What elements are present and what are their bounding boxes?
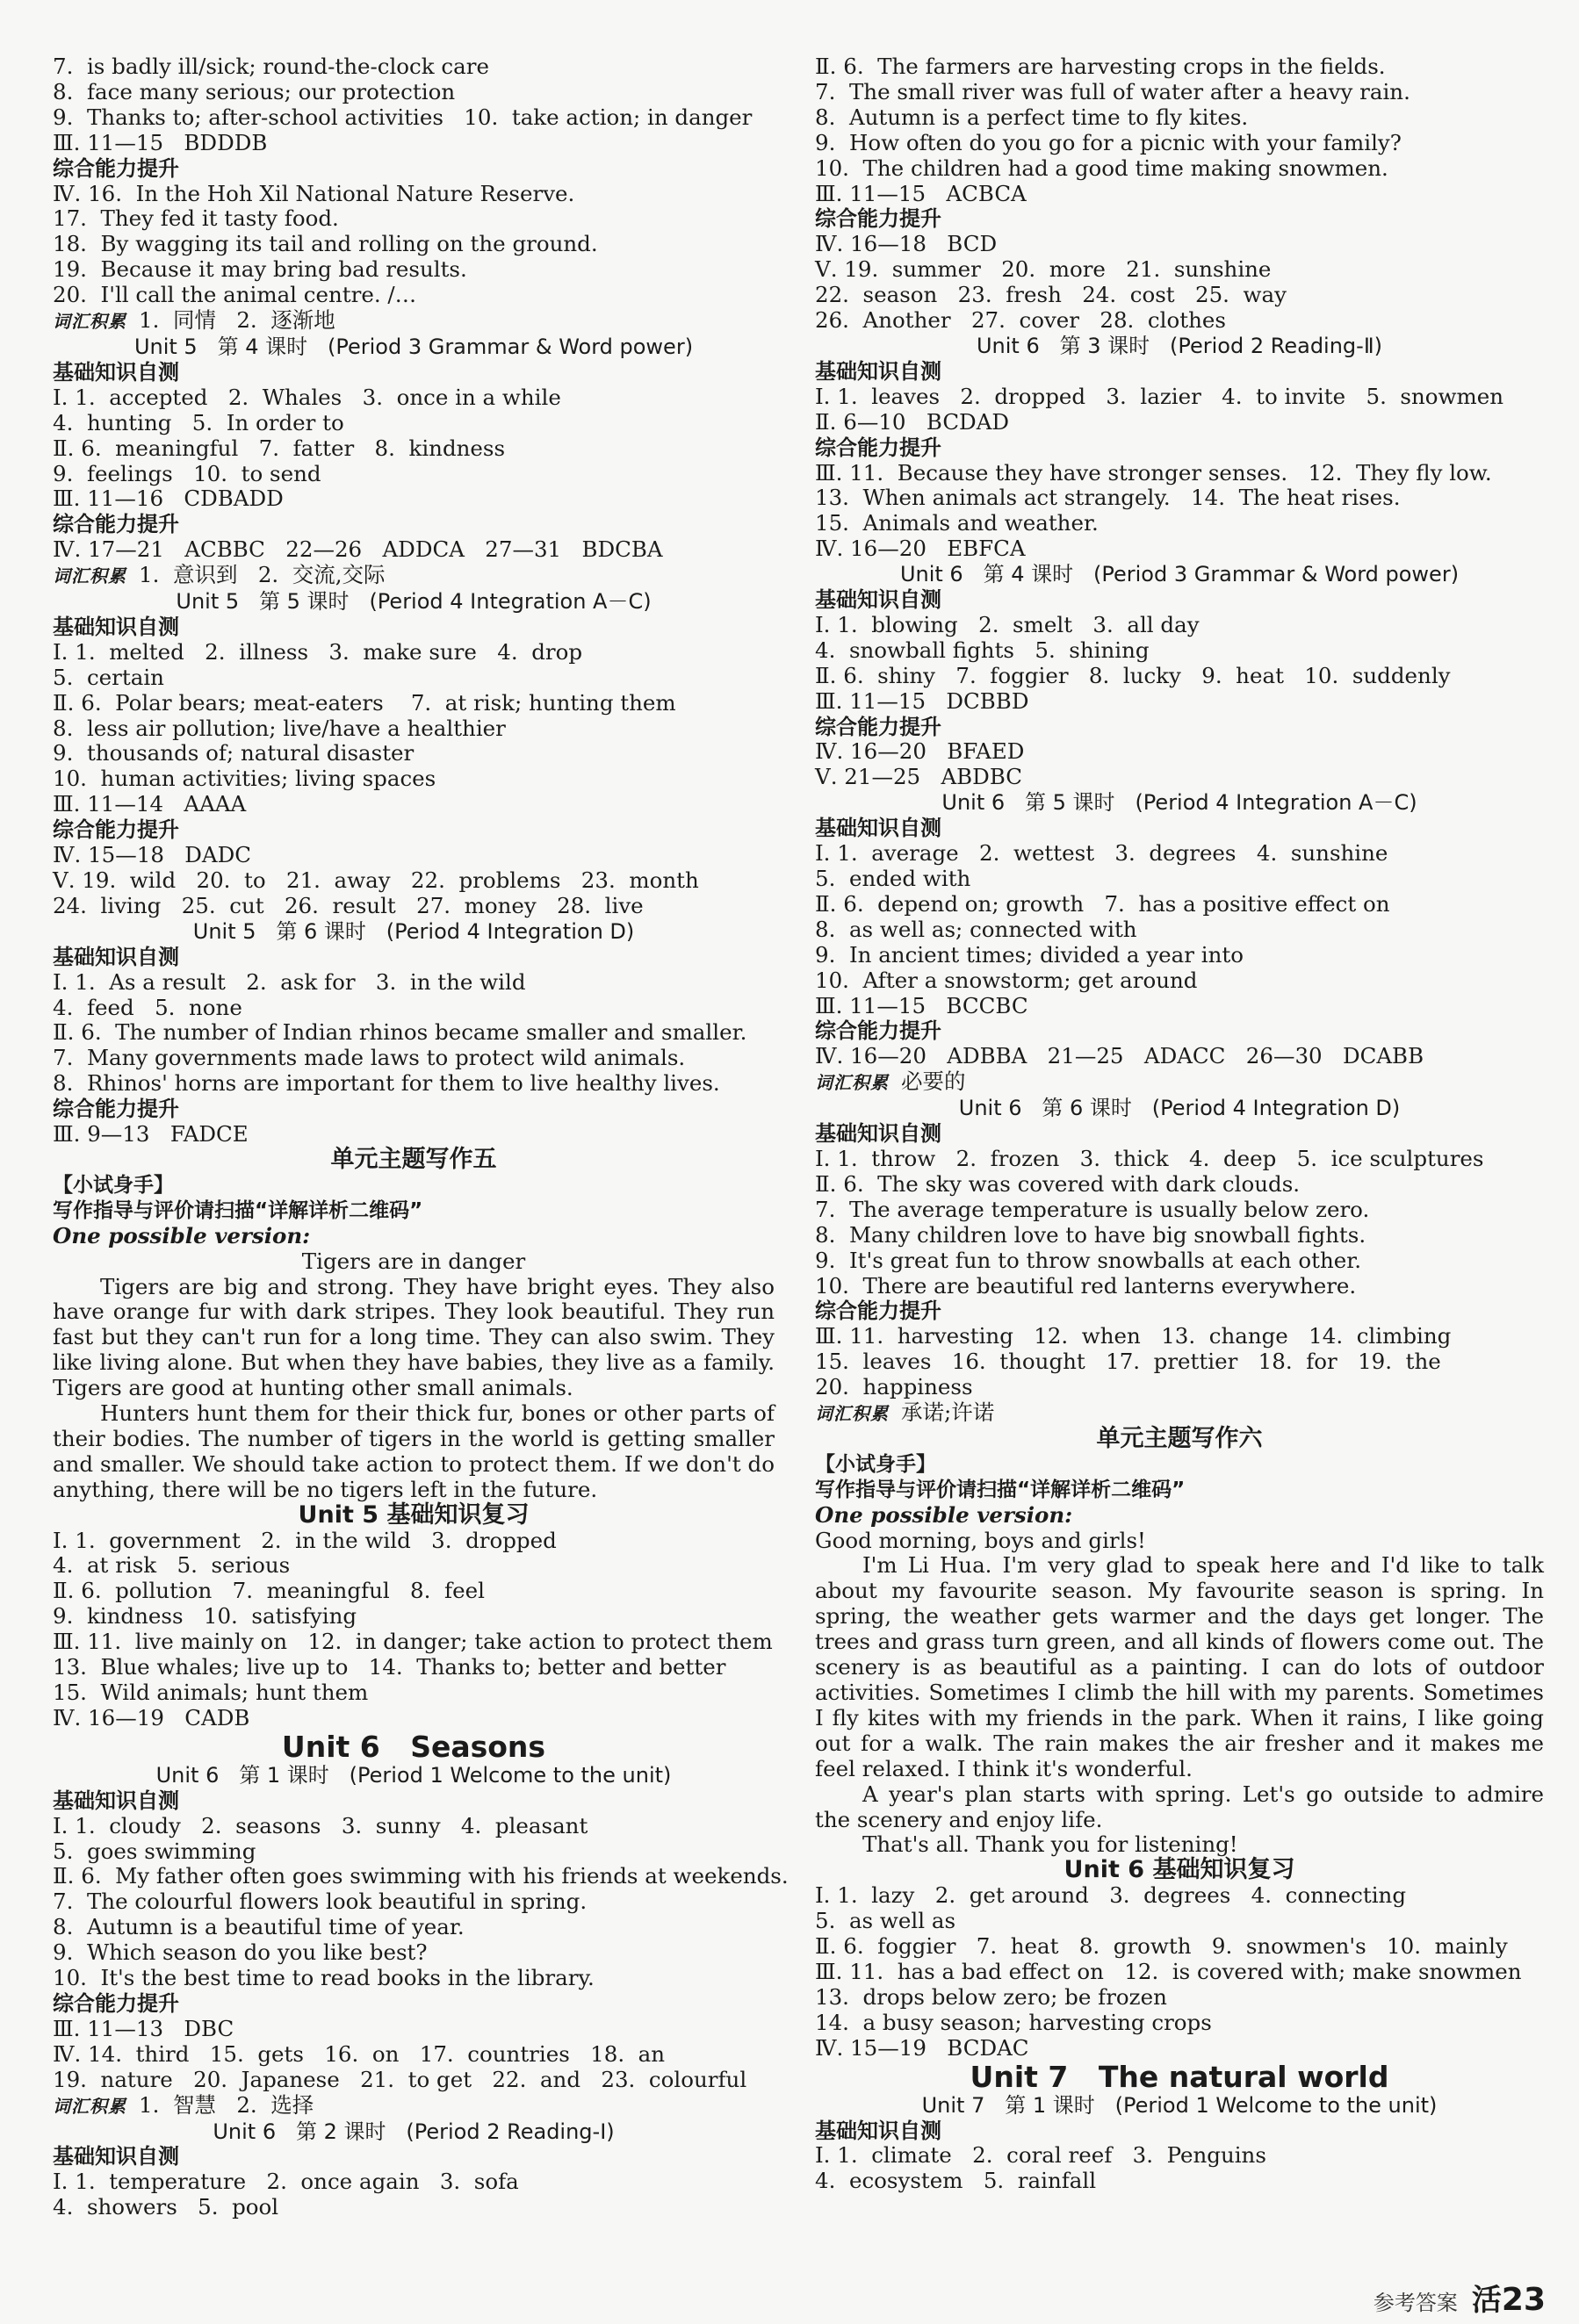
answer-line: Ⅳ. 15—19 BCDAC: [815, 2034, 1029, 2061]
answer-line: 5. as well as: [815, 1908, 956, 1934]
answer-line: 9. Thanks to; after-school activities 10. take action; in danger: [53, 104, 753, 130]
answer-line: Ⅱ. 6. pollution 7. meaningful 8. feel: [53, 1578, 485, 1604]
answer-line: Ⅰ. 1. throw 2. frozen 3. thick 4. deep 5. ice sculptures: [815, 1145, 1484, 1171]
chapter-heading: 单元主题写作六: [1096, 1424, 1263, 1452]
unit-title: Unit 6 Seasons: [281, 1729, 546, 1764]
answer-line: Good morning, boys and girls!: [815, 1527, 1146, 1553]
answer-line: 10. There are beautiful red lanterns everywhere.: [815, 1272, 1357, 1299]
answer-line: 18. By wagging its tail and rolling on the ground.: [53, 231, 598, 257]
vocab-text: 1. 同情 2. 逐渐地: [139, 307, 335, 334]
answer-line: 4. feed 5. none: [53, 994, 242, 1020]
answer-line: Ⅱ. 6. meaningful 7. fatter 8. kindness: [53, 435, 506, 461]
section-heading: 综合能力提升: [815, 206, 941, 232]
answer-line: Ⅴ. 21—25 ABDBC: [815, 764, 1023, 790]
answer-line: Ⅳ. 16—20 EBFCA: [815, 536, 1026, 562]
answer-line: Ⅲ. 11. live mainly on 12. in danger; take action to protect them: [53, 1629, 773, 1655]
answer-line: 4. at risk 5. serious: [53, 1552, 291, 1579]
answer-line: Ⅰ. 1. lazy 2. get around 3. degrees 4. connecting: [815, 1882, 1407, 1909]
right-column: [815, 54, 1544, 2194]
section-heading: 综合能力提升: [53, 817, 179, 843]
answer-line: 9. Which season do you like best?: [53, 1939, 428, 1966]
answer-line: 9. feelings 10. to send: [53, 460, 321, 486]
answer-line: Ⅱ. 6—10 BCDAD: [815, 408, 1010, 435]
chapter-heading: 单元主题写作五: [330, 1145, 497, 1173]
answer-line: Ⅲ. 11—15 BCCBC: [815, 992, 1028, 1018]
answer-line: 9. It's great fun to throw snowballs at each other.: [815, 1247, 1362, 1273]
answer-line: Ⅱ. 6. shiny 7. foggier 8. lucky 9. heat 10. suddenly: [815, 662, 1451, 688]
answer-line: Ⅰ. 1. government 2. in the wild 3. dropped: [53, 1527, 557, 1553]
answer-line: Ⅳ. 14. third 15. gets 16. on 17. countries 18. an: [53, 2040, 666, 2067]
answer-line: Ⅰ. 1. melted 2. illness 3. make sure 4. drop: [53, 638, 583, 665]
answer-line: 17. They fed it tasty food.: [53, 205, 339, 232]
answer-line: 26. Another 27. cover 28. clothes: [815, 307, 1226, 334]
answer-line: Ⅰ. 1. accepted 2. Whales 3. once in a while: [53, 384, 561, 410]
answer-line: Ⅲ. 11. Because they have stronger senses. 12. They fly low.: [815, 459, 1492, 486]
section-heading: 基础知识自测: [53, 614, 179, 639]
period-heading: Unit 6 第 3 课时 (Period 2 Reading-Ⅱ): [976, 333, 1383, 358]
answer-line: 7. Many governments made laws to protect wild animals.: [53, 1045, 686, 1071]
section-heading: 基础知识自测: [53, 944, 179, 969]
answer-line: Ⅳ. 17—21 ACBBC 22—26 ADDCA 27—31 BDCBA: [53, 536, 663, 563]
chapter-heading: Unit 6 基础知识复习: [1063, 1856, 1295, 1884]
footer-page-mark: [1472, 2276, 1546, 2319]
answer-line: 20. I'll call the animal centre. /…: [53, 282, 417, 308]
answer-line: 13. drops below zero; be frozen: [815, 1983, 1167, 2010]
answer-line: 9. How often do you go for a picnic with your family?: [815, 129, 1402, 155]
left-column: [53, 54, 789, 2220]
answer-line: Ⅰ. 1. blowing 2. smelt 3. all day: [815, 611, 1200, 637]
section-heading: 综合能力提升: [53, 155, 179, 181]
note-line: 写作指导与评价请扫描“详解详析二维码”: [53, 1198, 423, 1222]
period-heading: Unit 6 第 2 课时 (Period 2 Reading-Ⅰ): [213, 2119, 615, 2144]
essay-paragraph: That's all. Thank you for listening!: [862, 1831, 1238, 1858]
section-heading: 基础知识自测: [815, 587, 941, 613]
vocab-line: [53, 563, 775, 589]
section-heading: 基础知识自测: [815, 1121, 941, 1147]
essay-paragraph: Tigers are big and strong. They have bright eyes. They also have orange fur with dark stripes. They look beautiful. They run fast but they can't run for a long time. They can also swim. They like living alone. But when they have babies, they live as a family. Tigers are good at hunting other small animals.: [53, 1273, 775, 1401]
answer-line: 5. certain: [53, 664, 164, 690]
vocab-line: [53, 2093, 775, 2119]
section-heading: 综合能力提升: [815, 1299, 941, 1324]
vocab-label: 词汇积累: [53, 311, 126, 333]
answer-line: Ⅲ. 11—15 DCBBD: [815, 687, 1029, 714]
answer-line: 9. kindness 10. satisfying: [53, 1603, 357, 1630]
answer-line: 9. thousands of; natural disaster: [53, 740, 415, 766]
section-heading: 基础知识自测: [53, 359, 179, 385]
answer-line: 8. Autumn is a perfect time to fly kites.: [815, 104, 1249, 130]
answer-line: 8. less air pollution; live/have a healthier: [53, 715, 506, 741]
essay-paragraph: A year's plan starts with spring. Let's go outside to admire the scenery and enjoy life.: [815, 1781, 1544, 1832]
footer-brand: 活: [1471, 2283, 1502, 2318]
section-heading: 综合能力提升: [815, 435, 941, 460]
answer-line: Ⅰ. 1. leaves 2. dropped 3. lazier 4. to invite 5. snowmen: [815, 383, 1504, 409]
period-heading: Unit 6 第 6 课时 (Period 4 Integration D): [958, 1096, 1401, 1121]
answer-line: Ⅰ. 1. average 2. wettest 3. degrees 4. sunshine: [815, 840, 1388, 867]
answer-line: Ⅳ. 16—20 ADBBA 21—25 ADACC 26—30 DCABB: [815, 1043, 1424, 1069]
answer-line: 10. After a snowstorm; get around: [815, 967, 1198, 993]
answer-line: Ⅲ. 11—16 CDBADD: [53, 486, 284, 512]
answer-line: 13. Blue whales; live up to 14. Thanks to; better and better: [53, 1654, 726, 1680]
section-heading: 基础知识自测: [53, 2144, 179, 2169]
section-heading: 综合能力提升: [815, 714, 941, 739]
note-line: 【小试身手】: [815, 1452, 936, 1476]
answer-line: 7. The colourful flowers look beautiful in spring.: [53, 1889, 588, 1915]
period-heading: Unit 6 第 5 课时 (Period 4 Integration A－C): [941, 790, 1417, 816]
essay-paragraph: Hunters hunt them for their thick fur, bones or other parts of their bodies. The number of tigers in the world is getting smaller and smaller. We should take action to protect them. If we don't do anything, there will be no tigers left in the future.: [53, 1400, 775, 1502]
answer-line: Ⅱ. 6. foggier 7. heat 8. growth 9. snowmen's 10. mainly: [815, 1933, 1508, 1960]
answer-line: 4. ecosystem 5. rainfall: [815, 2168, 1097, 2194]
answer-line: Ⅱ. 6. The number of Indian rhinos became smaller and smaller.: [53, 1019, 747, 1046]
answer-line: 15. leaves 16. thought 17. prettier 18. for 19. the: [815, 1349, 1441, 1375]
answer-line: Ⅲ. 11—14 AAAA: [53, 791, 247, 817]
answer-line: 8. Rhinos' horns are important for them to live healthy lives.: [53, 1070, 720, 1097]
answer-line: 19. Because it may bring bad results.: [53, 256, 467, 283]
answer-line: Ⅰ. 1. temperature 2. once again 3. sofa: [53, 2169, 519, 2195]
version-label: One possible version:: [815, 1501, 1073, 1528]
answer-line: 22. season 23. fresh 24. cost 25. way: [815, 282, 1287, 308]
vocab-text: 必要的: [901, 1068, 966, 1095]
answer-line: Ⅰ. 1. cloudy 2. seasons 3. sunny 4. pleasant: [53, 1812, 588, 1838]
answer-line: Ⅳ. 16—18 BCD: [815, 231, 998, 257]
answer-line: Ⅳ. 16. In the Hoh Xil National Nature Reserve.: [53, 180, 575, 206]
answer-line: Ⅱ. 6. depend on; growth 7. has a positive effect on: [815, 890, 1390, 917]
unit-title: Unit 7 The natural world: [970, 2059, 1389, 2094]
answer-line: Ⅳ. 16—20 BFAED: [815, 738, 1025, 765]
vocab-label: 词汇积累: [815, 1072, 889, 1094]
answer-line: Ⅲ. 11. has a bad effect on 12. is covered with; make snowmen: [815, 1958, 1522, 1984]
answer-line: 8. as well as; connected with: [815, 916, 1137, 942]
vocab-line: [815, 1400, 1544, 1427]
period-heading: Unit 5 第 6 课时 (Period 4 Integration D): [192, 918, 635, 944]
section-heading: 基础知识自测: [815, 816, 941, 841]
vocab-label: 词汇积累: [53, 2095, 126, 2117]
period-heading: Unit 5 第 4 课时 (Period 3 Grammar & Word power): [133, 334, 694, 359]
answer-line: Ⅰ. 1. As a result 2. ask for 3. in the wild: [53, 968, 526, 995]
section-heading: 综合能力提升: [815, 1018, 941, 1044]
essay-paragraph: I'm Li Hua. I'm very glad to speak here and I'd like to talk about my favourite season. My favourite season is spring. In spring, the weather gets warmer and the days get longer. The trees and grass turn green, and all kinds of flowers come out. The scenery is as beautiful as a painting. I can do lots of outdoor activities. Sometimes I climb the hill with my parents. Sometimes I fly kites with my friends in the park. When it rains, I like going out for a walk. The rain makes the air fresher and it makes me feel relaxed. I think it's wonderful.: [815, 1552, 1544, 1781]
section-heading: 综合能力提升: [53, 512, 179, 537]
answer-line: 14. a busy season; harvesting crops: [815, 2009, 1212, 2035]
vocab-text: 承诺;许诺: [901, 1399, 995, 1426]
section-heading: 综合能力提升: [53, 1097, 179, 1122]
period-heading: Unit 5 第 5 课时 (Period 4 Integration A－C): [176, 589, 652, 615]
period-heading: Unit 6 第 1 课时 (Period 1 Welcome to the unit): [155, 1762, 672, 1788]
answer-line: Ⅴ. 19. summer 20. more 21. sunshine: [815, 256, 1272, 283]
answer-line: 7. is badly ill/sick; round-the-clock care: [53, 54, 489, 79]
answer-line: Ⅱ. 6. The farmers are harvesting crops in the fields.: [815, 54, 1386, 79]
answer-line: 20. happiness: [815, 1374, 973, 1400]
answer-line: Ⅰ. 1. climate 2. coral reef 3. Penguins: [815, 2142, 1266, 2169]
answer-line: Ⅴ. 19. wild 20. to 21. away 22. problems 23. month: [53, 867, 699, 893]
answer-line: 8. Many children love to have big snowball fights.: [815, 1221, 1366, 1248]
answer-line: 13. When animals act strangely. 14. The heat rises.: [815, 485, 1401, 511]
answer-line: Ⅲ. 11—13 DBC: [53, 2015, 234, 2041]
section-heading: 基础知识自测: [815, 2118, 941, 2143]
footer-label: 参考答案: [1373, 2291, 1458, 2315]
vocab-line: [815, 1069, 1544, 1096]
section-heading: 基础知识自测: [815, 358, 941, 384]
answer-line: Ⅲ. 11—15 BDDDB: [53, 129, 268, 155]
vocab-label: 词汇积累: [815, 1403, 889, 1425]
answer-line: 8. face many serious; our protection: [53, 78, 456, 104]
answer-line: 7. The small river was full of water after a heavy rain.: [815, 78, 1410, 104]
answer-line: Ⅳ. 15—18 DADC: [53, 842, 251, 868]
answer-line: 4. showers 5. pool: [53, 2194, 279, 2220]
essay-title: Tigers are in danger: [301, 1248, 526, 1274]
vocab-line: [53, 308, 775, 335]
section-heading: 基础知识自测: [53, 1788, 179, 1813]
answer-line: 15. Animals and weather.: [815, 510, 1099, 536]
answer-line: 10. The children had a good time making snowmen.: [815, 155, 1388, 181]
note-line: 写作指导与评价请扫描“详解详析二维码”: [815, 1478, 1186, 1501]
answer-line: 9. In ancient times; divided a year into: [815, 941, 1244, 968]
answer-line: 7. The average temperature is usually below zero.: [815, 1196, 1370, 1222]
answer-line: 5. ended with: [815, 866, 971, 891]
answer-line: Ⅱ. 6. Polar bears; meat-eaters 7. at risk; hunting them: [53, 689, 676, 716]
answer-line: Ⅲ. 9—13 FADCE: [53, 1121, 249, 1148]
answer-line: 10. human activities; living spaces: [53, 766, 436, 792]
answer-line: 8. Autumn is a beautiful time of year.: [53, 1914, 465, 1940]
answer-line: Ⅱ. 6. My father often goes swimming with his friends at weekends.: [53, 1863, 789, 1889]
answer-line: Ⅳ. 16—19 CADB: [53, 1704, 250, 1730]
vocab-label: 词汇积累: [53, 565, 126, 587]
answer-line: 15. Wild animals; hunt them: [53, 1680, 369, 1705]
answer-line: 4. snowball fights 5. shining: [815, 637, 1150, 663]
chapter-heading: Unit 5 基础知识复习: [298, 1500, 530, 1529]
answer-line: 19. nature 20. Japanese 21. to get 22. and 23. colourful: [53, 2066, 747, 2092]
answer-line: Ⅲ. 11. harvesting 12. when 13. change 14. climbing: [815, 1323, 1452, 1349]
answer-line: Ⅲ. 11—15 ACBCA: [815, 180, 1027, 206]
vocab-text: 1. 意识到 2. 交流,交际: [139, 562, 386, 588]
note-line: 【小试身手】: [53, 1173, 174, 1197]
period-heading: Unit 7 第 1 课时 (Period 1 Welcome to the unit): [921, 2092, 1438, 2118]
answer-line: Ⅱ. 6. The sky was covered with dark clouds.: [815, 1170, 1301, 1197]
version-label: One possible version:: [53, 1222, 311, 1248]
period-heading: Unit 6 第 4 课时 (Period 3 Grammar & Word power): [899, 562, 1460, 587]
vocab-text: 1. 智慧 2. 选择: [139, 2091, 314, 2118]
section-heading: 综合能力提升: [53, 1990, 179, 2016]
answer-line: 5. goes swimming: [53, 1838, 256, 1864]
answer-line: 10. It's the best time to read books in the library.: [53, 1965, 595, 1991]
answer-line: 24. living 25. cut 26. result 27. money 28. live: [53, 892, 644, 918]
page-number: 23: [1501, 2282, 1546, 2318]
answer-line: 4. hunting 5. In order to: [53, 409, 344, 435]
page-footer: [1291, 2276, 1546, 2319]
